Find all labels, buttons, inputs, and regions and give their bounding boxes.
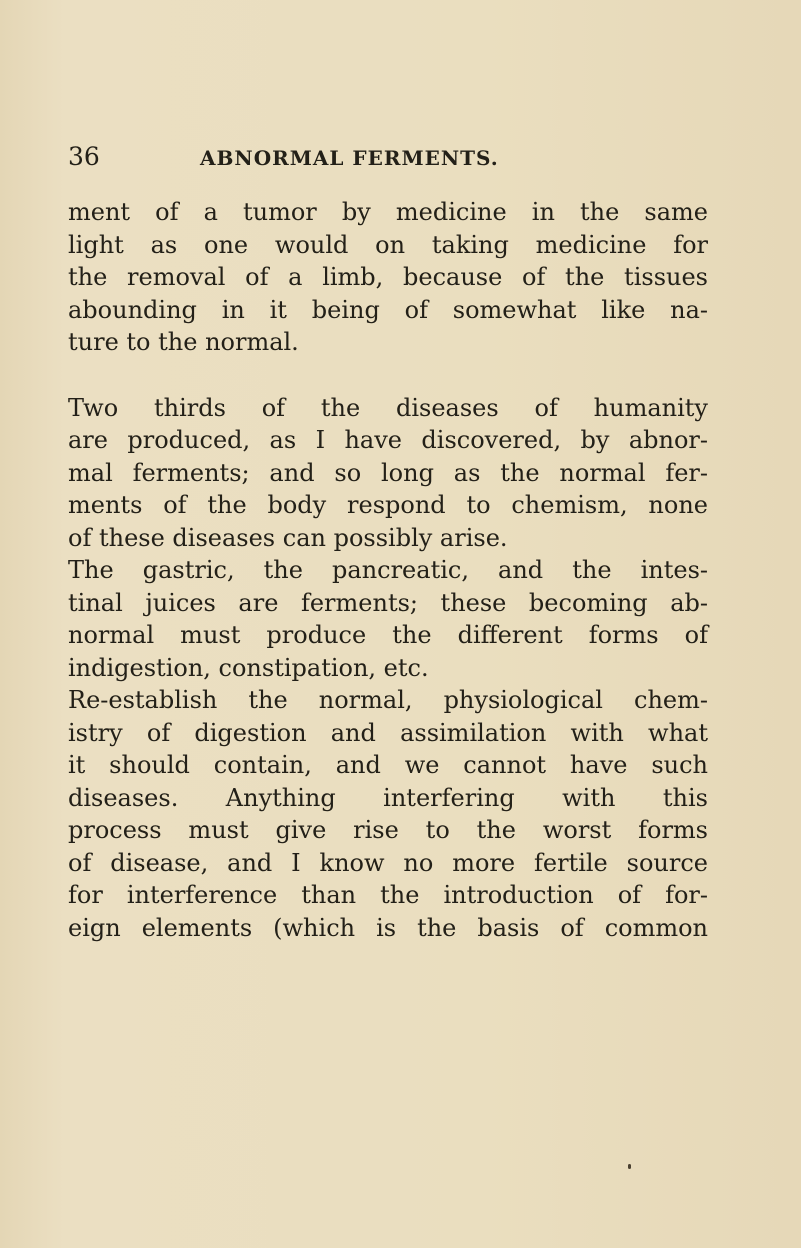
paragraph-2 — [68, 392, 708, 555]
text-line: Two thirds of the diseases of humanity — [68, 393, 708, 422]
text-line: istry of digestion and assimilation with what — [68, 718, 708, 747]
page-number: 36 — [68, 142, 100, 171]
text-line: of these diseases can possibly arise. — [68, 523, 508, 552]
text-line: of disease, and I know no more fertile source — [68, 848, 708, 877]
running-head — [68, 142, 668, 172]
text-line: ments of the body respond to chemism, none — [68, 491, 708, 519]
paragraph-spacer — [68, 359, 708, 392]
text-line: diseases. Anything interfering with this — [68, 783, 708, 812]
running-head-title: ABNORMAL FERMENTS. — [200, 146, 499, 170]
ink-speck — [628, 1164, 631, 1169]
text-line: the removal of a limb, because of the tissues — [68, 263, 708, 291]
paragraph-4 — [68, 684, 708, 944]
text-line: light as one would on taking medicine for — [68, 230, 708, 259]
body-text — [68, 196, 708, 944]
paragraph-1 — [68, 196, 708, 359]
text-line: ment of a tumor by medicine in the same — [68, 198, 708, 226]
text-line: it should contain, and we cannot have such — [68, 751, 708, 779]
text-line: ture to the normal. — [68, 328, 299, 356]
text-line: process must give rise to the worst forms — [68, 816, 708, 844]
text-line: indigestion, constipation, etc. — [68, 653, 429, 682]
text-line: are produced, as I have discovered, by abnor- — [68, 426, 708, 454]
text-line: mal ferments; and so long as the normal fer- — [68, 458, 708, 487]
text-line: tinal juices are ferments; these becoming ab- — [68, 588, 708, 617]
text-line: abounding in it being of somewhat like na- — [68, 295, 708, 324]
text-line: The gastric, the pancreatic, and the intes- — [68, 556, 708, 584]
text-line: for interference than the introduction of for- — [68, 881, 708, 909]
text-line: normal must produce the different forms of — [68, 621, 708, 649]
text-line: Re-establish the normal, physiological chem- — [68, 686, 708, 714]
paragraph-3 — [68, 554, 708, 684]
text-line: eign elements (which is the basis of common — [68, 913, 708, 942]
